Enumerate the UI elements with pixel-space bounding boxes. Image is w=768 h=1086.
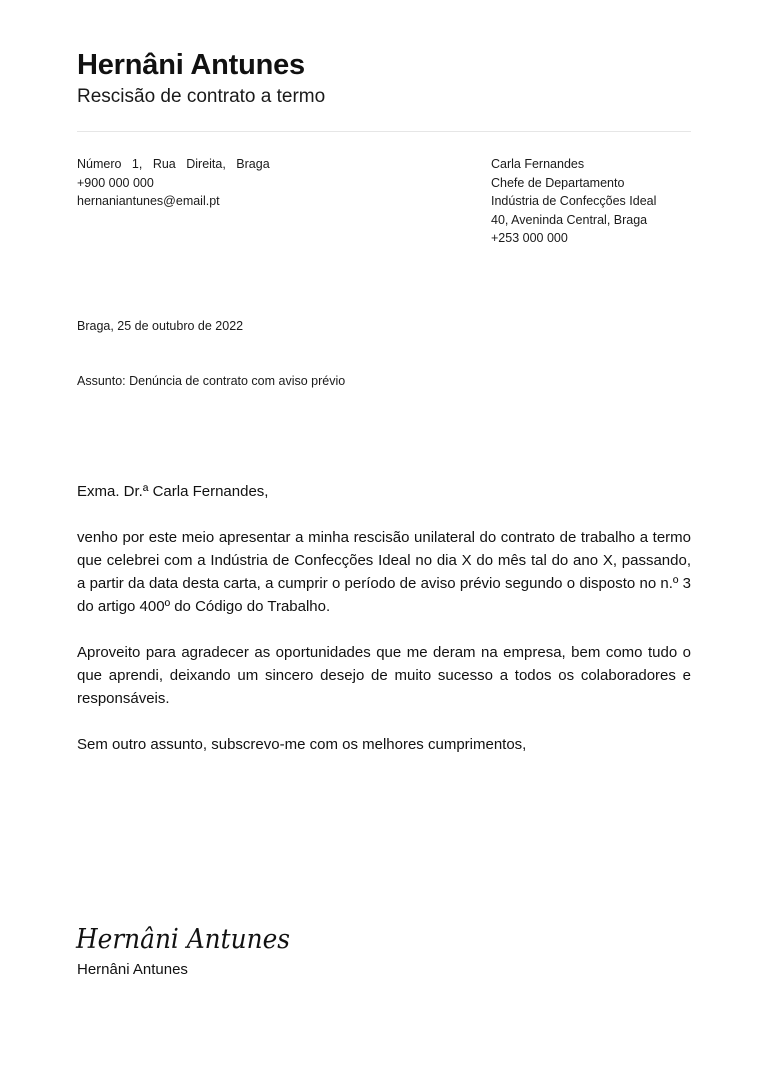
sender-phone: +900 000 000 bbox=[77, 175, 154, 190]
document-title: Rescisão de contrato a termo bbox=[77, 86, 326, 107]
letter-date: Braga, 25 de outubro de 2022 bbox=[77, 319, 244, 333]
sender-contact-block bbox=[77, 155, 270, 211]
closing-line: Sem outro assunto, subscrevo-me com os melhores cumprimentos, bbox=[77, 736, 527, 753]
letter-subject: Assunto: Denúncia de contrato com aviso prévio bbox=[77, 374, 346, 388]
handwritten-signature bbox=[72, 914, 302, 960]
header-divider bbox=[77, 131, 691, 132]
sender-name-heading: Hernâni Antunes bbox=[77, 49, 305, 81]
sender-address: Número 1, Rua Direita, Braga bbox=[77, 157, 270, 171]
signature-script: Hernâni Antunes bbox=[75, 924, 290, 955]
salutation: Exma. Dr.ª Carla Fernandes, bbox=[77, 483, 269, 500]
recipient-phone: +253 000 000 bbox=[491, 231, 568, 245]
sender-email: hernaniantunes@email.pt bbox=[77, 194, 220, 208]
recipient-contact-block bbox=[491, 155, 656, 248]
recipient-role: Chefe de Departamento bbox=[491, 175, 625, 190]
recipient-name: Carla Fernandes bbox=[491, 157, 585, 171]
body-paragraph: venho por este meio apresentar a minha rescisão unilateral do contrato de trabalho a termo que celebrei com a Indústria de Confecções Ideal no dia X do mês tal do ano X, passando, a partir da data desta carta, a cumprir o período de aviso prévio segundo o disposto no n.º 3 do artigo 400º do Código do Trabalho. bbox=[77, 529, 691, 615]
recipient-address: 40, Aveninda Central, Braga bbox=[491, 212, 648, 227]
letter-body bbox=[77, 480, 691, 779]
signature-printed-name: Hernâni Antunes bbox=[77, 961, 188, 978]
body-paragraph: Aproveito para agradecer as oportunidades que me deram na empresa, bem como tudo o que aprendi, deixando um sincero desejo de muito sucesso a todos os colaboradores e responsáveis. bbox=[77, 644, 691, 707]
recipient-company: Indústria de Confecções Ideal bbox=[491, 194, 657, 208]
